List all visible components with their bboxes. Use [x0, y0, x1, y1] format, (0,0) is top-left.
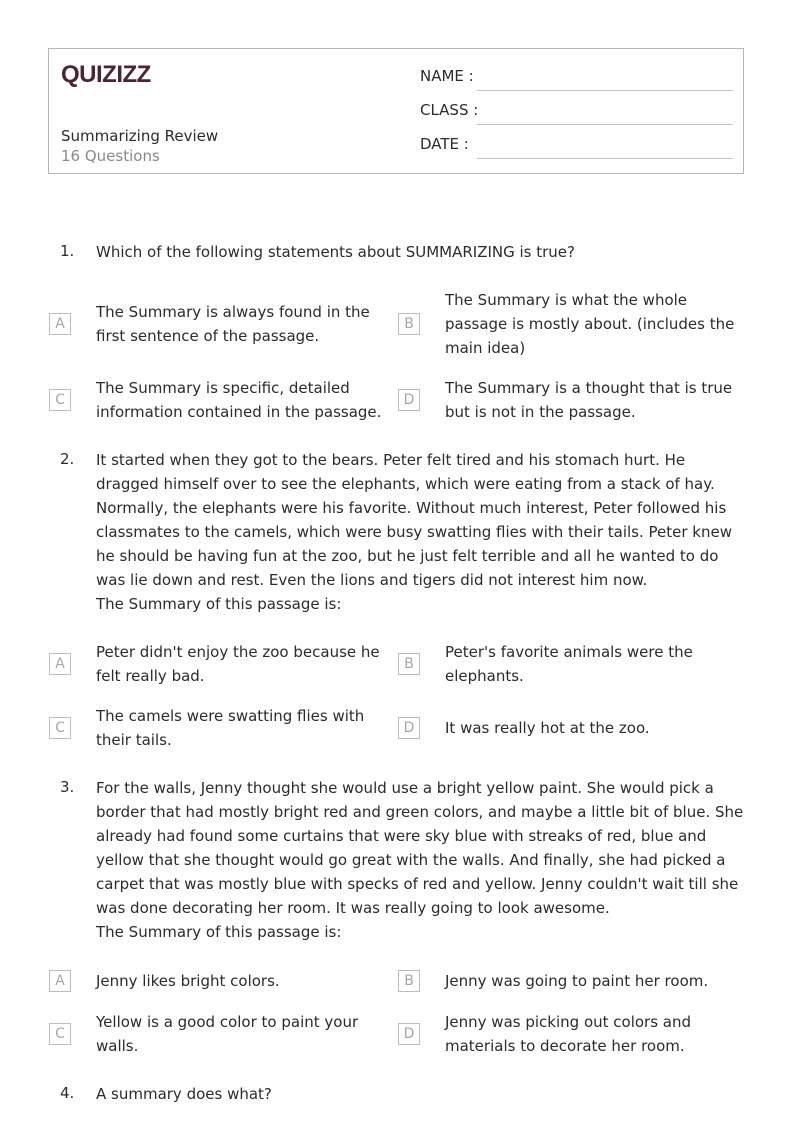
option-a-text: Peter didn't enjoy the zoo because he felt really bad. [96, 643, 380, 685]
option-b-text: The Summary is what the whole passage is mostly about. (includes the main idea) [445, 291, 735, 357]
date-field [420, 135, 733, 159]
question-number: 2. [60, 450, 75, 468]
option-b-badge[interactable]: B [398, 653, 420, 675]
question-text: It started when they got to the bears. Peter felt tired and his stomach hurt. He dragged himself over to see the elephants, which were eating from a stack of hay. Normally, the elephants were his favorite. Without much interest, Peter followed his classmates to the camels, which were busy swatting flies with their tails. Peter knew he should be having fun at the zoo, but he just felt terrible and all he wanted to do was lie down and rest. Even the lions and tigers did not interest him now. The Summary of this passage is: [96, 451, 732, 613]
question-number: 3. [60, 778, 75, 796]
option-d-text: Jenny was picking out colors and materials to decorate her room. [445, 1013, 692, 1055]
option-d-badge[interactable]: D [398, 389, 420, 411]
class-label: CLASS : [420, 101, 479, 119]
question-text: Which of the following statements about SUMMARIZING is true? [96, 243, 575, 261]
quizizz-logo [61, 61, 153, 91]
question-count: 16 Questions [61, 147, 160, 165]
option-a-text: The Summary is always found in the first sentence of the passage. [96, 303, 370, 345]
question-number: 1. [60, 242, 75, 260]
option-a-badge[interactable]: A [49, 653, 71, 675]
class-field [420, 101, 733, 125]
option-c-text: The Summary is specific, detailed information contained in the passage. [96, 379, 382, 421]
name-label: NAME : [420, 67, 474, 85]
question-text: A summary does what? [96, 1085, 272, 1103]
worksheet-title: Summarizing Review [61, 127, 219, 145]
option-d-badge[interactable]: D [398, 1023, 420, 1045]
name-line[interactable] [477, 90, 733, 91]
quizizz-logo-mark [61, 61, 153, 87]
option-c-text: Yellow is a good color to paint your walls. [96, 1013, 359, 1055]
worksheet-header [48, 48, 744, 174]
option-b-text: Jenny was going to paint her room. [445, 972, 709, 990]
option-a-text: Jenny likes bright colors. [96, 972, 280, 990]
option-b-text: Peter's favorite animals were the elephants. [445, 643, 693, 685]
option-d-text: It was really hot at the zoo. [445, 719, 650, 737]
question-text: For the walls, Jenny thought she would use a bright yellow paint. She would pick a border that had mostly bright red and green colors, and maybe a little bit of blue. She already had found some curtains that were sky blue with streaks of red, blue and yellow that she thought would go great with the walls. And finally, she had picked a carpet that was mostly blue with specks of red and yellow. Jenny couldn't wait till she was done decorating her room. It was really going to look awesome. The Summary of this passage is: [96, 779, 744, 941]
option-b-badge[interactable]: B [398, 970, 420, 992]
name-field [420, 67, 733, 91]
option-d-text: The Summary is a thought that is true but is not in the passage. [445, 379, 733, 421]
date-line[interactable] [477, 158, 733, 159]
option-c-badge[interactable]: C [49, 389, 71, 411]
class-line[interactable] [477, 124, 733, 125]
option-c-text: The camels were swatting flies with their tails. [96, 707, 365, 749]
question-number: 4. [60, 1084, 75, 1102]
option-a-badge[interactable]: A [49, 313, 71, 335]
option-b-badge[interactable]: B [398, 313, 420, 335]
date-label: DATE : [420, 135, 469, 153]
option-a-badge[interactable]: A [49, 970, 71, 992]
quizizz-logo-text: QUIZIZZ [61, 61, 151, 87]
option-d-badge[interactable]: D [398, 717, 420, 739]
option-c-badge[interactable]: C [49, 717, 71, 739]
option-c-badge[interactable]: C [49, 1023, 71, 1045]
